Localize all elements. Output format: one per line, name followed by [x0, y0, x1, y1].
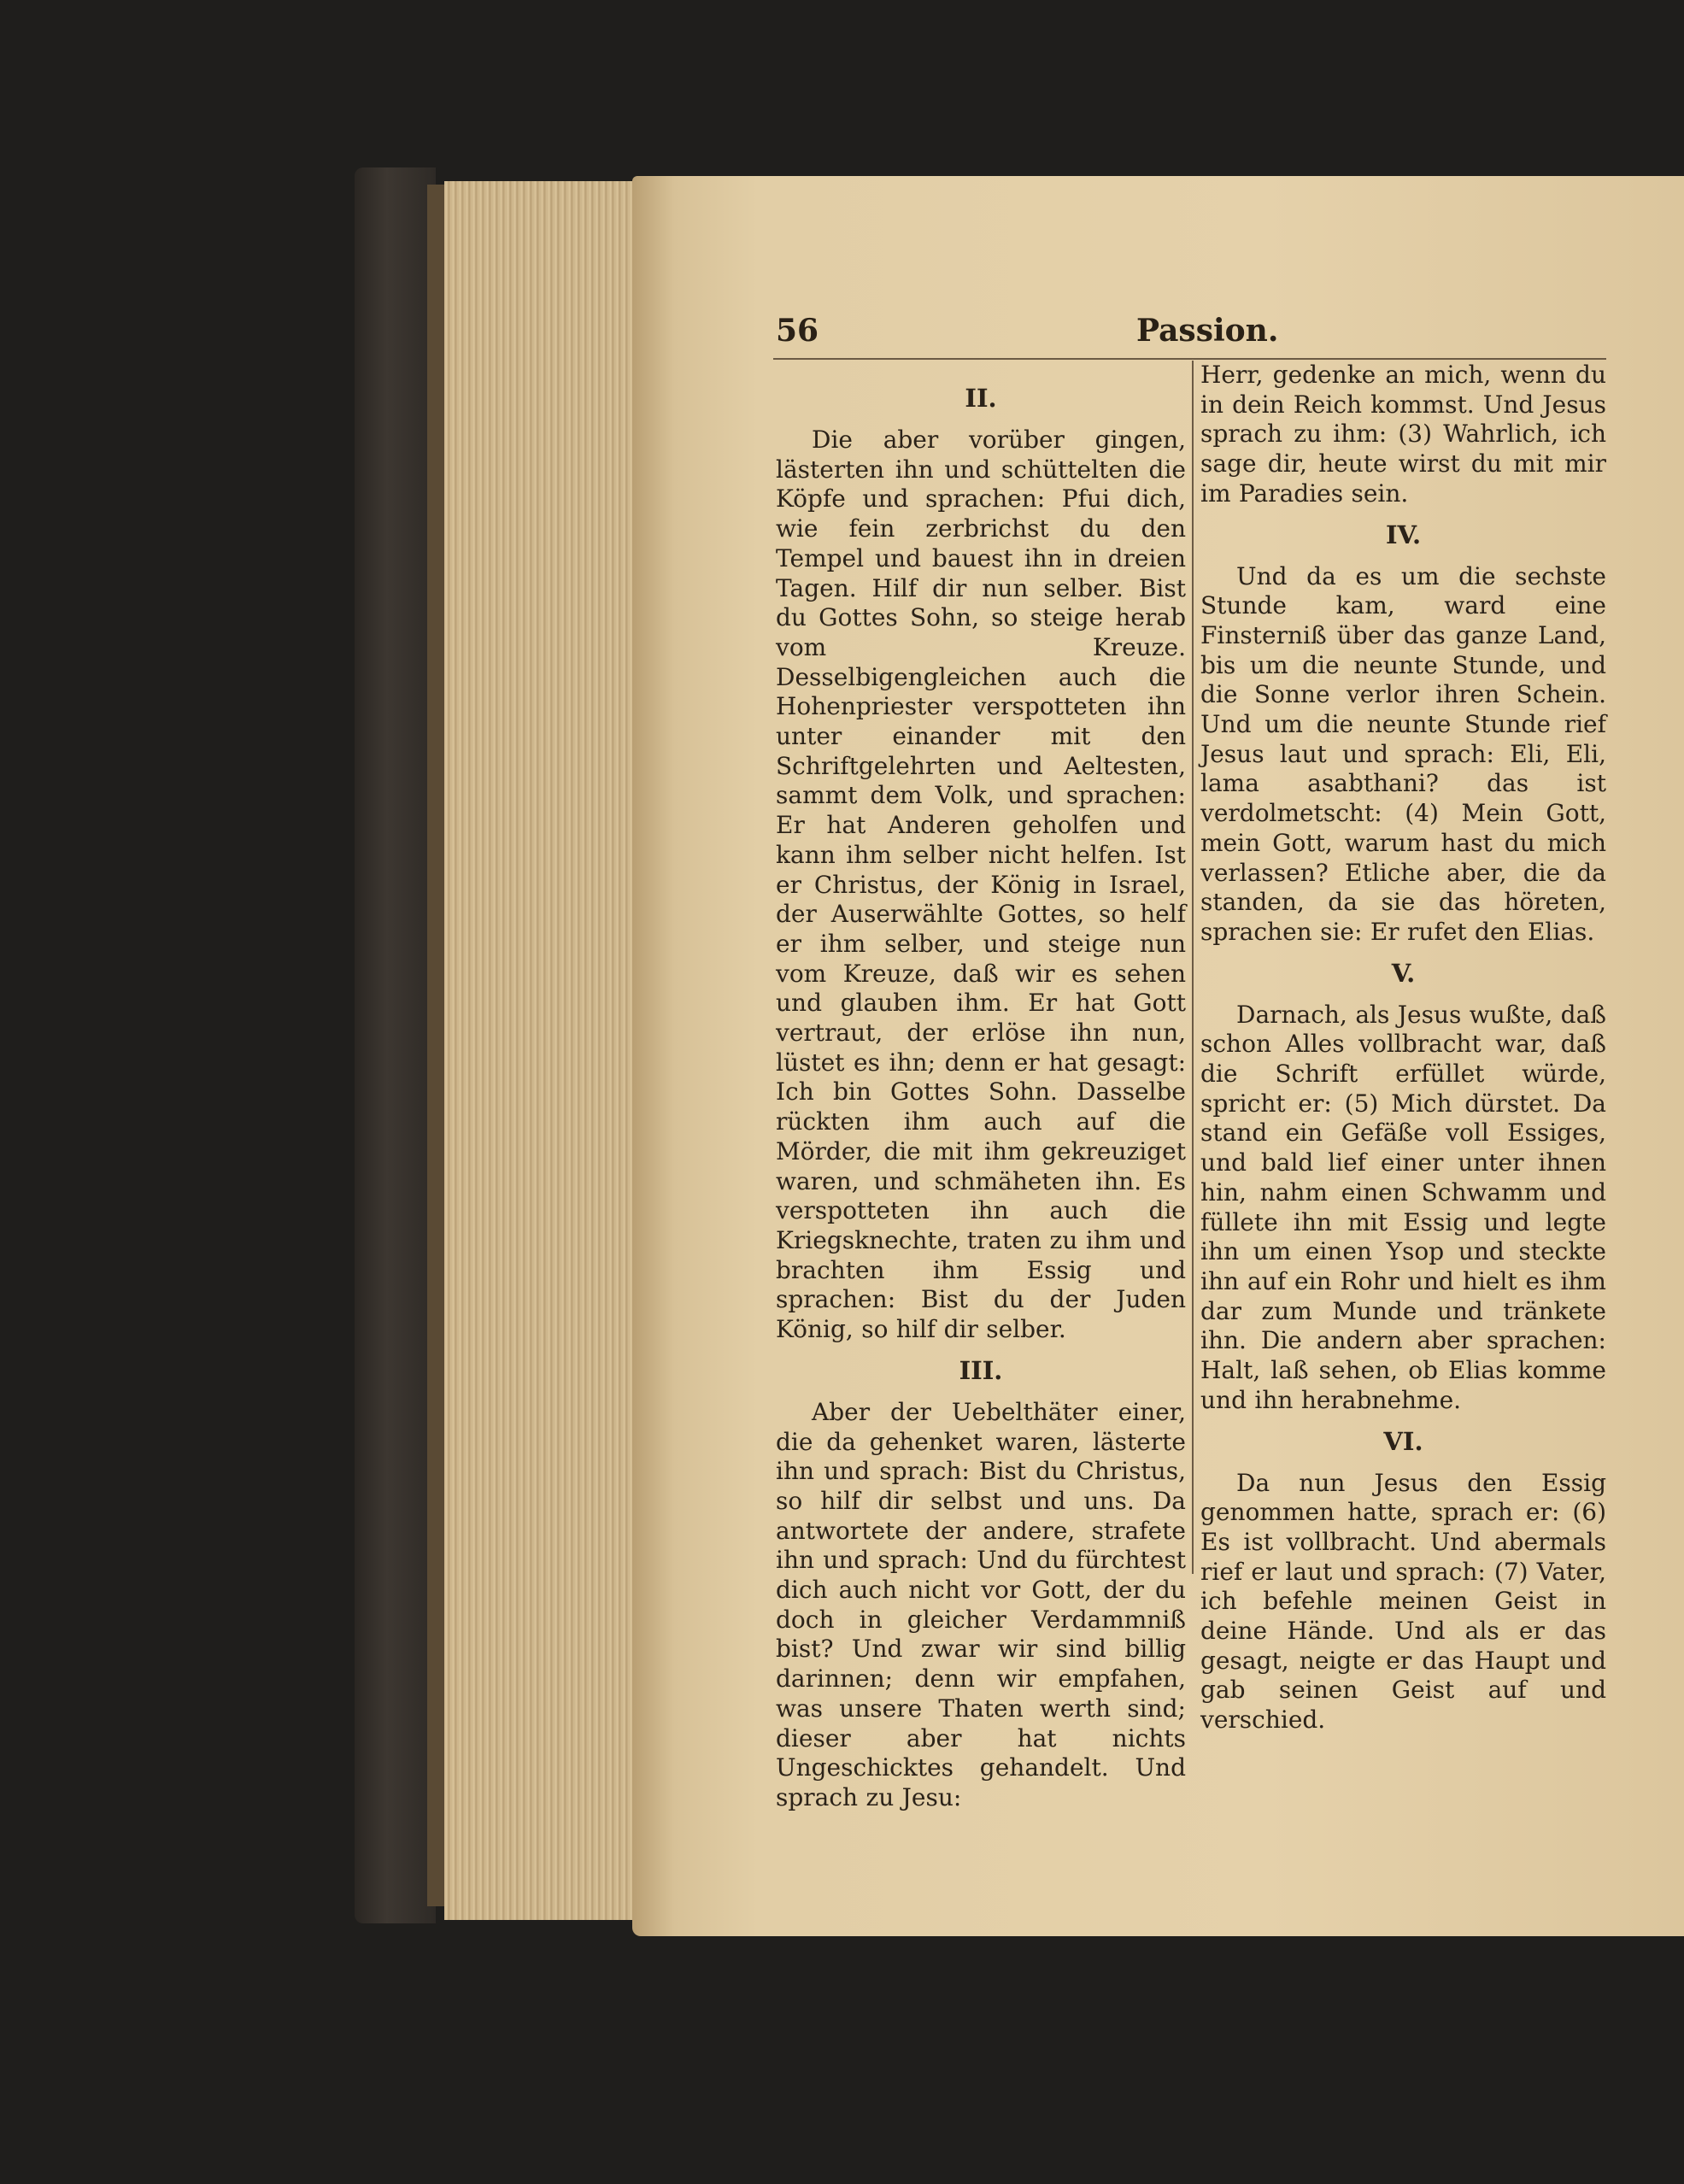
header-rule: [773, 358, 1606, 360]
section-heading: V.: [1391, 958, 1416, 988]
section-heading: II.: [965, 384, 997, 413]
section-heading: III.: [959, 1355, 1003, 1385]
section-text: Da nun Jesus den Essig genommen hatte, sprach er: (6) Es ist vollbracht. Und abermals rief er laut und sprach: (7) Vater, ich befehle meinen Geist in deine Hände. Und als er das gesagt, neigte er das Haupt und gab seinen Geist auf und verschied.: [1200, 1468, 1606, 1735]
section-heading: VI.: [1383, 1426, 1423, 1456]
book-cover: [355, 167, 436, 1923]
section-text: Aber der Uebelthäter einer, die da gehenket waren, lästerte ihn und sprach: Bist du Christus, so hilf dir selbst und uns. Da antwortete der andere, strafete ihn und sprach: Und du fürchtest dich auch nicht vor Gott, der du doch in gleicher Verdammniß bist? Und zwar wir sind billig darinnen; denn wir empfahen, was unsere Thaten werth sind; dieser aber hat nichts Ungeschicktes gehandelt. Und sprach zu Jesu:: [776, 1397, 1186, 1811]
right-column: [1200, 361, 1606, 1735]
running-head: Passion.: [1136, 313, 1279, 349]
column-divider: [1192, 361, 1194, 1574]
left-column: [776, 373, 1186, 1813]
section-text: Darnach, als Jesus wußte, daß schon Alles vollbracht war, daß die Schrift erfüllet würde, spricht er: (5) Mich dürstet. Da stand ein Gefäße voll Essiges, und bald lief einer unter ihnen hin, nahm einen Schwamm und füllete ihn mit Essig und legte ihn um einen Ysop und steckte ihn auf ein Rohr und hielt es ihm dar zum Munde und tränkete ihn. Die andern aber sprachen: Halt, laß sehen, ob Elias komme und ihn herabnehme.: [1200, 1000, 1606, 1414]
page-number: 56: [776, 313, 819, 349]
section-text: Und da es um die sechste Stunde kam, ward eine Finsterniß über das ganze Land, bis um die neunte Stunde, und die Sonne verlor ihren Schein. Und um die neunte Stunde rief Jesus laut und sprach: Eli, Eli, lama asabthani? das ist verdolmetscht: (4) Mein Gott, mein Gott, warum hast du mich verlassen? Etliche aber, die da standen, da sie das höreten, sprachen sie: Er rufet den Elias.: [1200, 561, 1606, 946]
section-heading: IV.: [1385, 520, 1422, 549]
section-text: Die aber vorüber gingen, lästerten ihn und schüttelten die Köpfe und sprachen: Pfui dich, wie fein zerbrichst du den Tempel und bauest ihn in dreien Tagen. Hilf dir nun selber. Bist du Gottes Sohn, so steige herab vom Kreuze. Desselbigengleichen auch die Hohenpriester verspotteten ihn unter einander mit den Schriftgelehrten und Aeltesten, sammt dem Volk, und sprachen: Er hat Anderen geholfen und kann ihm selber nicht helfen. Ist er Christus, der König in Israel, der Auserwählte Gottes, so helf er ihm selber, und steige nun vom Kreuze, daß wir es sehen und glauben ihm. Er hat Gott vertraut, der erlöse ihn nun, lüstet es ihn; denn er hat gesagt: Ich bin Gottes Sohn. Dasselbe rückten ihm auch auf die Mörder, die mit ihm gekreuziget waren, und schmäheten ihn. Es verspotteten ihn auch die Kriegsknechte, traten zu ihm und brachten ihm Essig und sprachen: Bist du der Juden König, so hilf dir selber.: [776, 426, 1186, 1344]
continued-text: Herr, gedenke an mich, wenn du in dein Reich kommst. Und Jesus sprach zu ihm: (3) Wahrlich, ich sage dir, heute wirst du mit mir im Paradies sein.: [1200, 361, 1606, 508]
page-edges: [444, 181, 637, 1920]
